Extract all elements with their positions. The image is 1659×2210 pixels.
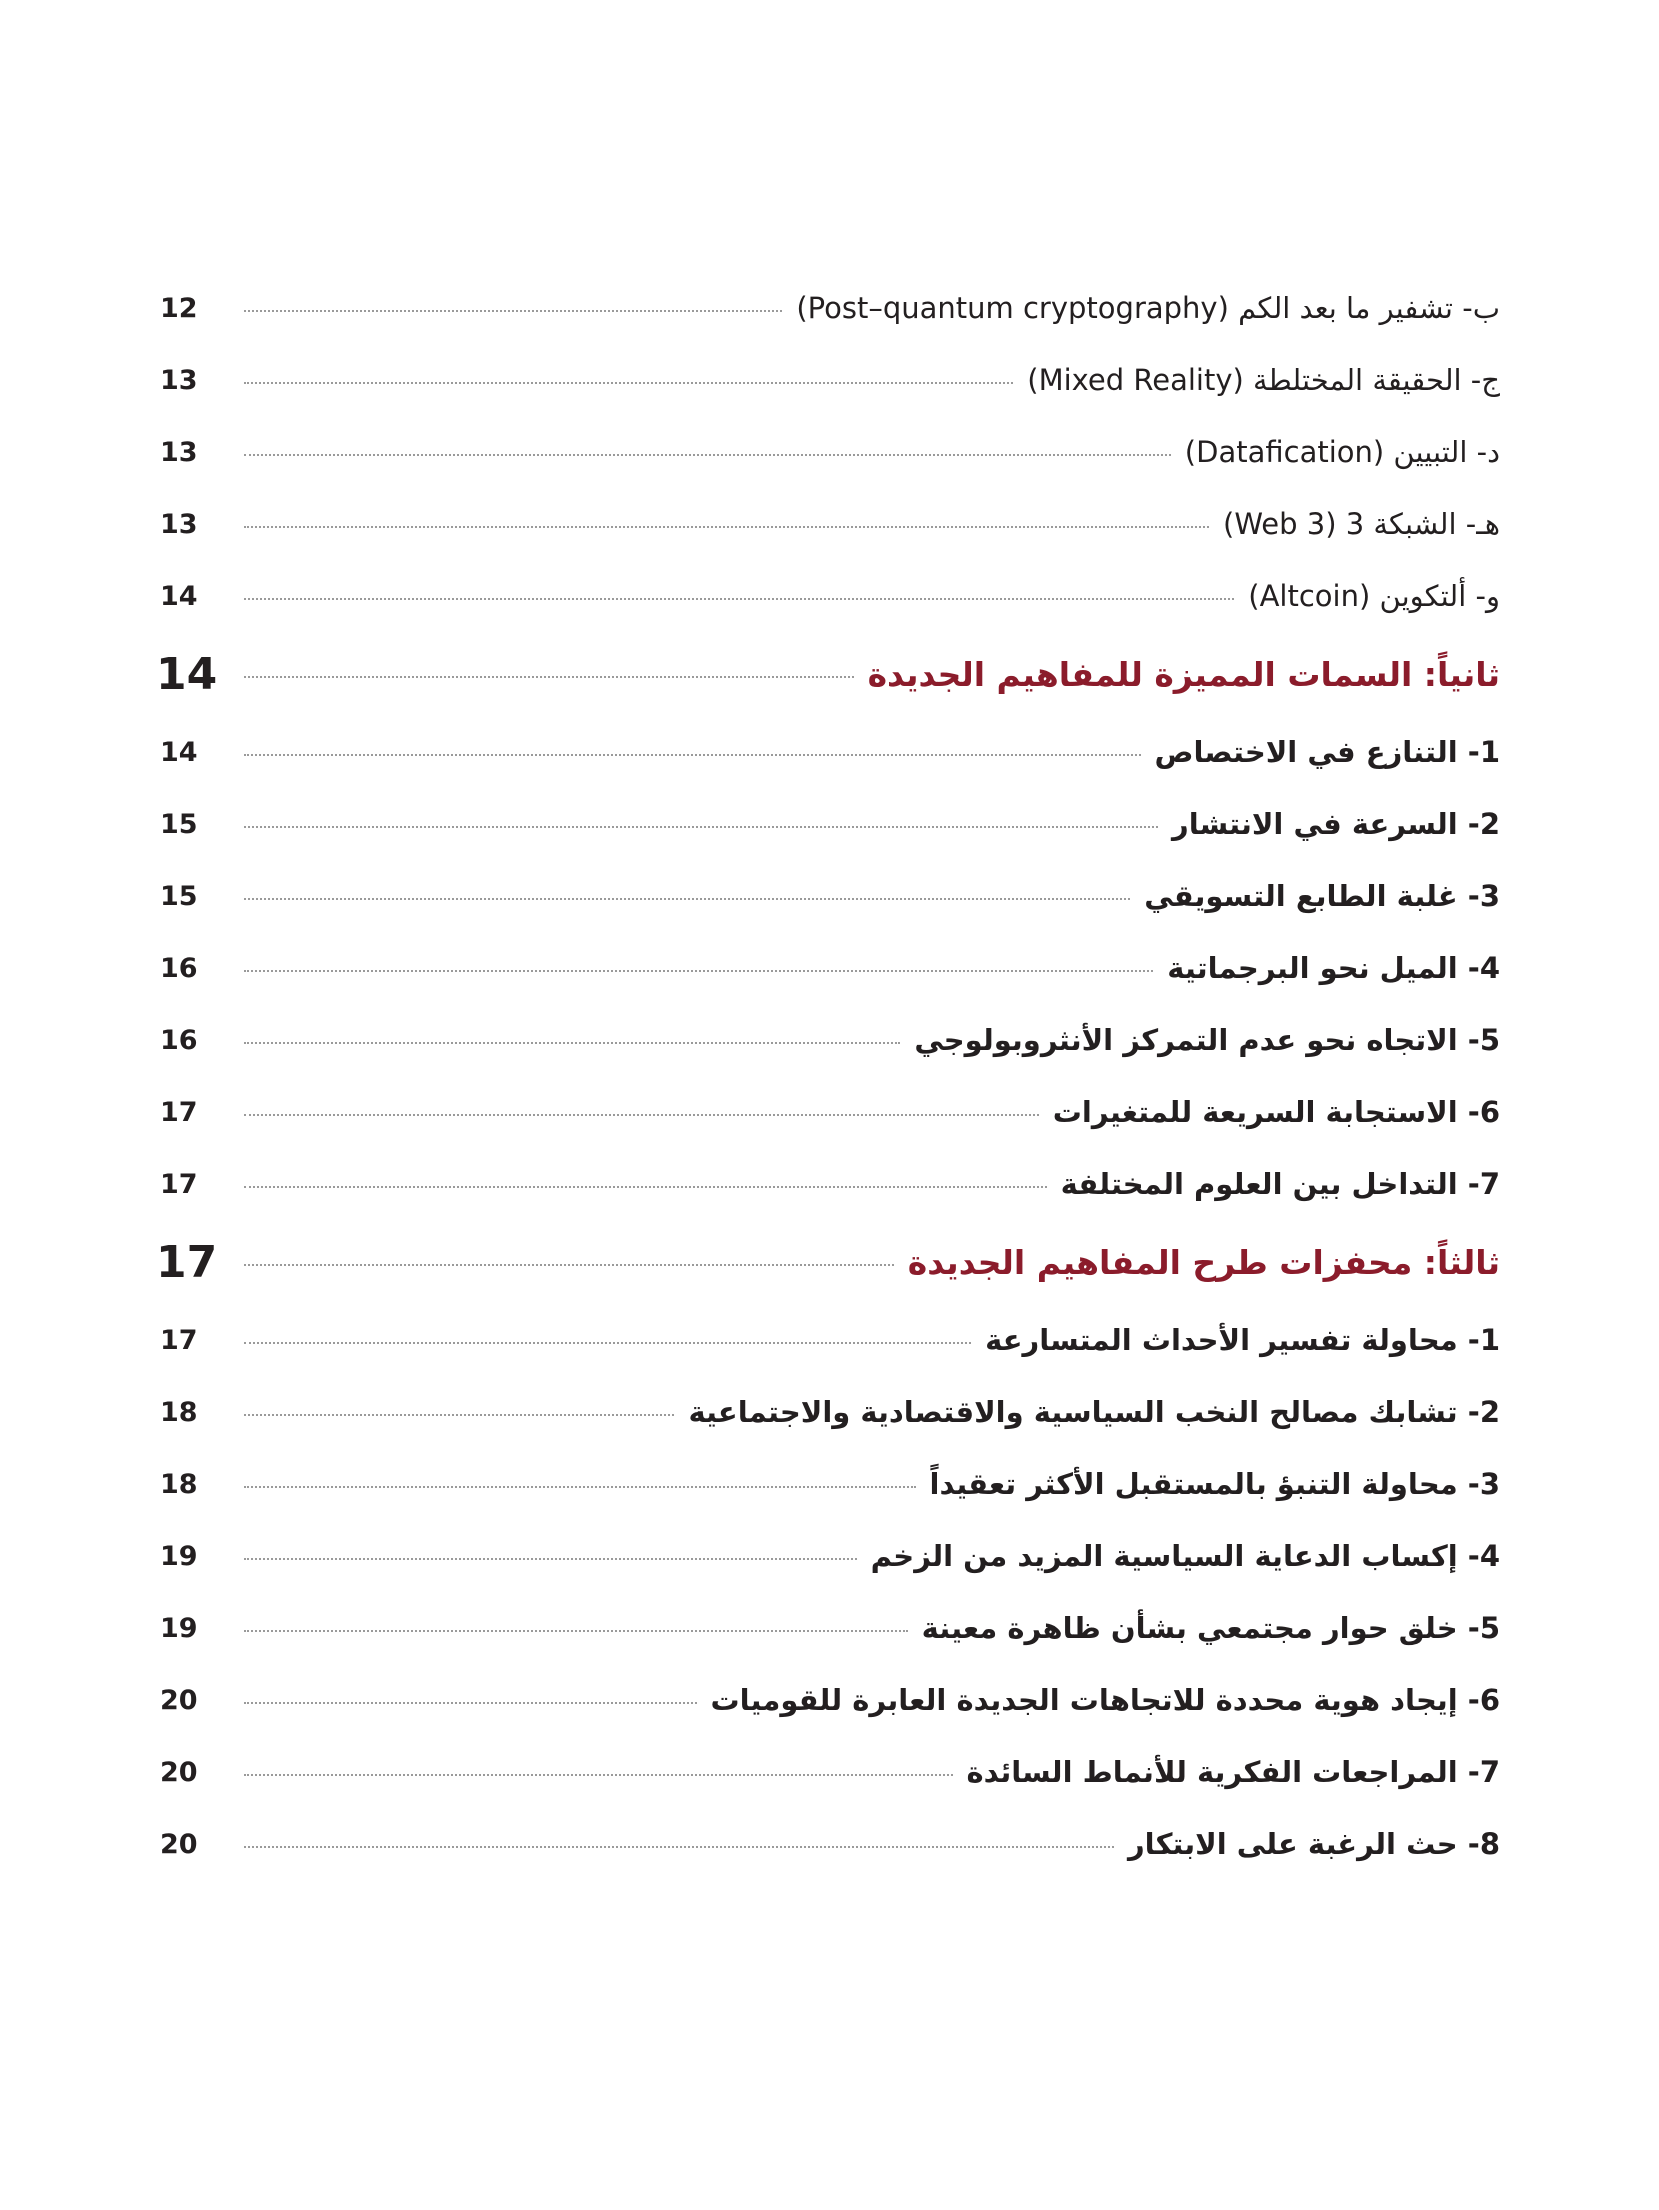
toc-entry-page-number: 17: [160, 1168, 198, 1200]
toc-entry[interactable]: [160, 868, 1500, 924]
toc-entry[interactable]: [160, 1672, 1500, 1728]
dotted-leader: [244, 382, 1013, 384]
toc-entry-page-number: 17: [160, 1324, 198, 1356]
toc-entry-label: 1- محاولة تفسير الأحداث المتسارعة: [985, 1323, 1500, 1357]
toc-entry-label: 4- إكساب الدعاية السياسية المزيد من الزخم: [870, 1539, 1500, 1573]
dotted-leader: [244, 1414, 674, 1416]
toc-entry-page-number: 14: [160, 736, 198, 768]
dotted-leader: [244, 898, 1130, 900]
toc-entry-page-number: 12: [160, 292, 198, 324]
toc-entry[interactable]: [160, 796, 1500, 852]
toc-entry[interactable]: [160, 568, 1500, 624]
toc-entry-label: 4- الميل نحو البرجماتية: [1167, 951, 1500, 985]
toc-entry-page-number: 20: [160, 1828, 198, 1860]
dotted-leader: [244, 1186, 1047, 1188]
toc-entry-label: 2- السرعة في الانتشار: [1172, 807, 1500, 841]
toc-entry[interactable]: [160, 1528, 1500, 1584]
toc-entry-label: 7- التداخل بين العلوم المختلفة: [1060, 1167, 1500, 1201]
toc-entry-label: د- التبيين (Datafication): [1184, 435, 1500, 469]
toc-entry[interactable]: [160, 1816, 1500, 1872]
toc-entry-page-number: 13: [160, 436, 198, 468]
toc-entry-page-number: 19: [160, 1612, 198, 1644]
dotted-leader: [244, 1342, 971, 1344]
toc-entry-page-number: 18: [160, 1396, 198, 1428]
dotted-leader: [244, 676, 854, 678]
dotted-leader: [244, 526, 1209, 528]
toc-entry[interactable]: [160, 496, 1500, 552]
toc-entry-page-number: 19: [160, 1540, 198, 1572]
toc-entry[interactable]: [160, 724, 1500, 780]
toc-entry-page-number: 18: [160, 1468, 198, 1500]
toc-entry-page-number: 20: [160, 1756, 198, 1788]
toc-entry-page-number: 17: [160, 1096, 198, 1128]
toc-section-page-number: 14: [156, 648, 218, 700]
toc-entry-page-number: 13: [160, 364, 198, 396]
dotted-leader: [244, 1846, 1114, 1848]
toc-entry-page-number: 16: [160, 952, 198, 984]
dotted-leader: [244, 1264, 894, 1266]
dotted-leader: [244, 454, 1171, 456]
toc-entry-label: 6- إيجاد هوية محددة للاتجاهات الجديدة العابرة للقوميات: [710, 1683, 1500, 1717]
dotted-leader: [244, 1774, 953, 1776]
toc-entry[interactable]: [160, 940, 1500, 996]
toc-entry-page-number: 16: [160, 1024, 198, 1056]
toc-entry[interactable]: [160, 1600, 1500, 1656]
toc-entry-label: 3- محاولة التنبؤ بالمستقبل الأكثر تعقيداً: [929, 1467, 1500, 1501]
toc-entry-page-number: 14: [160, 580, 198, 612]
toc-section-heading[interactable]: [156, 646, 1500, 702]
toc-entry-label: و- ألتكوين (Altcoin): [1248, 579, 1500, 613]
dotted-leader: [244, 1558, 857, 1560]
toc-entry-label: 2- تشابك مصالح النخب السياسية والاقتصادية والاجتماعية: [688, 1395, 1500, 1429]
dotted-leader: [244, 1630, 908, 1632]
toc-entry-label: 8- حث الرغبة على الابتكار: [1127, 1827, 1500, 1861]
toc-entry-label: 6- الاستجابة السريعة للمتغيرات: [1052, 1095, 1500, 1129]
toc-entry-label: ج- الحقيقة المختلطة (Mixed Reality): [1027, 363, 1500, 397]
toc-entry[interactable]: [160, 1156, 1500, 1212]
toc-section-label: ثالثاً: محفزات طرح المفاهيم الجديدة: [907, 1242, 1500, 1282]
dotted-leader: [244, 1486, 916, 1488]
toc-entry[interactable]: [160, 352, 1500, 408]
toc-entry[interactable]: [160, 280, 1500, 336]
toc-section-page-number: 17: [156, 1236, 218, 1288]
dotted-leader: [244, 1114, 1039, 1116]
dotted-leader: [244, 970, 1153, 972]
dotted-leader: [244, 754, 1141, 756]
toc-entry-label: ب- تشفير ما بعد الكم (Post–quantum cryptography): [796, 291, 1500, 325]
toc-entry-label: 5- الاتجاه نحو عدم التمركز الأنثروبولوجي: [914, 1023, 1500, 1057]
dotted-leader: [244, 1702, 697, 1704]
toc-entry-label: 1- التنازع في الاختصاص: [1154, 735, 1500, 769]
toc-entry[interactable]: [160, 1012, 1500, 1068]
toc-entry-page-number: 15: [160, 808, 198, 840]
toc-entry[interactable]: [160, 1312, 1500, 1368]
toc-entry-page-number: 20: [160, 1684, 198, 1716]
dotted-leader: [244, 598, 1234, 600]
toc-entry-page-number: 15: [160, 880, 198, 912]
dotted-leader: [244, 1042, 900, 1044]
toc-entry-page-number: 13: [160, 508, 198, 540]
toc-entry-label: 7- المراجعات الفكرية للأنماط السائدة: [966, 1755, 1500, 1789]
toc-entry-label: هـ- الشبكة 3 (Web 3): [1222, 507, 1500, 541]
toc-section-label: ثانياً: السمات المميزة للمفاهيم الجديدة: [867, 654, 1500, 694]
toc-entry-label: 5- خلق حوار مجتمعي بشأن ظاهرة معينة: [921, 1611, 1500, 1645]
toc-entry[interactable]: [160, 1456, 1500, 1512]
toc-section-heading[interactable]: [156, 1234, 1500, 1290]
dotted-leader: [244, 826, 1158, 828]
toc-entry-label: 3- غلبة الطابع التسويقي: [1144, 879, 1500, 913]
toc-entry[interactable]: [160, 424, 1500, 480]
toc-entry[interactable]: [160, 1384, 1500, 1440]
toc-entry[interactable]: [160, 1084, 1500, 1140]
toc-entry[interactable]: [160, 1744, 1500, 1800]
dotted-leader: [244, 310, 782, 312]
